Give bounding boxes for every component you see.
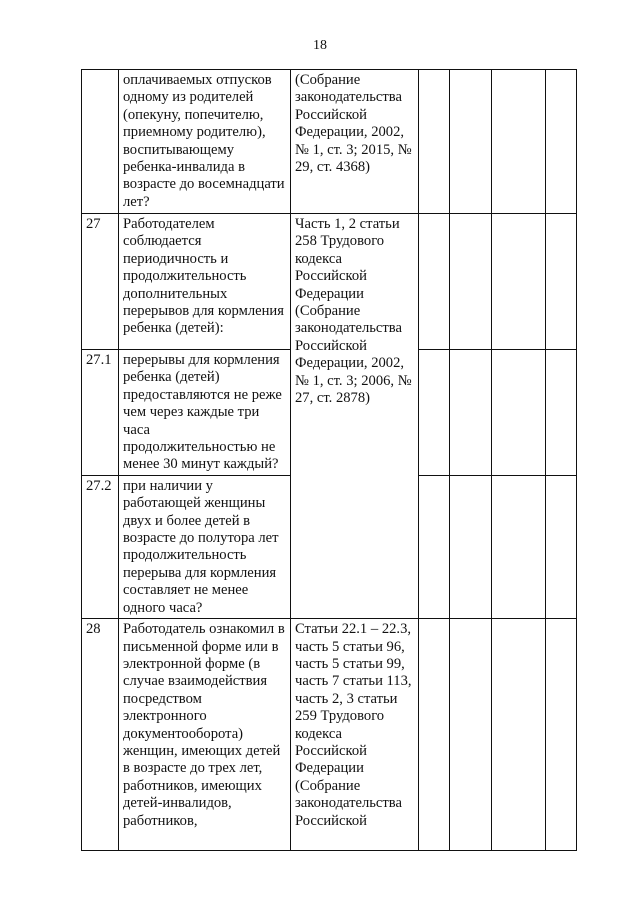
table-row	[82, 619, 577, 851]
empty-cell	[492, 214, 546, 350]
empty-cell	[419, 214, 450, 350]
empty-cell	[492, 619, 546, 851]
table-row	[82, 214, 577, 350]
row-number-cell: 27.1	[82, 350, 119, 476]
empty-cell	[450, 214, 492, 350]
row-number-cell: 28	[82, 619, 119, 851]
page-number: 18	[313, 38, 327, 53]
requirement-cell: перерывы для кормления ребенка (детей) предоставляются не реже чем через каждые три часа продолжительностью не менее 30 минут каждый?	[119, 350, 291, 476]
empty-cell	[419, 70, 450, 214]
requirement-cell: Работодатель ознакомил в письменной форме или в электронной форме (в случае взаимодействия посредством электронного документооборота) женщин, имеющих детей в возрасте до трех лет, работников, имеющих детей-инвалидов, работников,	[119, 619, 291, 851]
checklist-table	[81, 69, 577, 851]
row-number-cell: 27	[82, 214, 119, 350]
empty-cell	[546, 619, 577, 851]
empty-cell	[492, 70, 546, 214]
empty-cell	[546, 350, 577, 476]
empty-cell	[419, 475, 450, 618]
empty-cell	[546, 70, 577, 214]
empty-cell	[419, 619, 450, 851]
row-number-cell	[82, 70, 119, 214]
empty-cell	[450, 475, 492, 618]
empty-cell	[450, 70, 492, 214]
empty-cell	[546, 475, 577, 618]
empty-cell	[546, 214, 577, 350]
requirement-cell: Работодателем соблюдается периодичность и продолжительность дополнительных перерывов для кормления ребенка (детей):	[119, 214, 291, 350]
empty-cell	[450, 619, 492, 851]
empty-cell	[419, 350, 450, 476]
requirement-cell: оплачиваемых отпусков одному из родителей (опекуну, попечителю, приемному родителю), воспитывающему ребенка-инвалида в возрасте до восемнадцати лет?	[119, 70, 291, 214]
legal-reference-cell: Часть 1, 2 статьи 258 Трудового кодекса Российской Федерации (Собрание законодательства Российской Федерации, 2002, № 1, ст. 3; 2006, № 27, ст. 2878)	[291, 214, 419, 619]
table-row	[82, 70, 577, 214]
legal-reference-cell: (Собрание законодательства Российской Федерации, 2002, № 1, ст. 3; 2015, № 29, ст. 4368)	[291, 70, 419, 214]
row-number-cell: 27.2	[82, 475, 119, 618]
empty-cell	[492, 350, 546, 476]
requirement-cell: при наличии у работающей женщины двух и более детей в возрасте до полутора лет продолжительность перерыва для кормления составляет не менее одного часа?	[119, 475, 291, 618]
legal-reference-cell: Статьи 22.1 – 22.3, часть 5 статьи 96, часть 5 статьи 99, часть 7 статьи 113, часть 2, 3 статьи 259 Трудового кодекса Российской Федерации (Собрание законодательства Российской	[291, 619, 419, 851]
empty-cell	[492, 475, 546, 618]
empty-cell	[450, 350, 492, 476]
